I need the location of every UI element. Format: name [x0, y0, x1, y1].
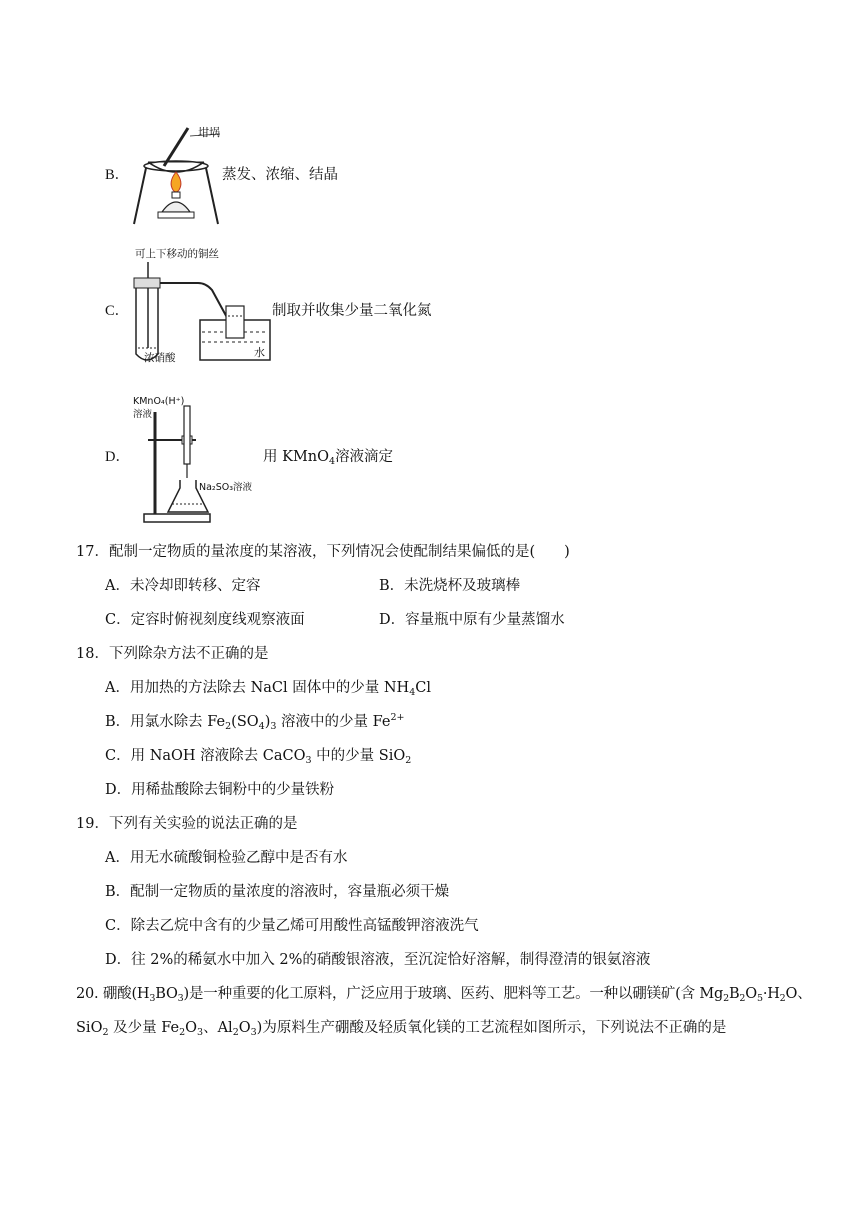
- copper-wire-label: 可上下移动的铜丝: [135, 248, 219, 260]
- option-d-letter: D．: [105, 449, 130, 465]
- option-c-letter: C．: [105, 303, 130, 319]
- crucible-label: 坩埚: [198, 126, 220, 139]
- option-d-text: 用 KMnO$_4$溶液滴定: [263, 449, 394, 467]
- question-19-stem: 19．下列有关实验的说法正确的是: [76, 816, 298, 832]
- conc-nitric-acid-label: 浓硝酸: [144, 352, 176, 364]
- na2so3-label: Na₂SO₃溶液: [199, 479, 252, 493]
- q17-option-d: D．容量瓶中原有少量蒸馏水: [379, 612, 565, 628]
- q19-option-a: A．用无水硫酸铜检验乙醇中是否有水: [105, 850, 348, 866]
- q17-option-b: B．未洗烧杯及玻璃棒: [379, 578, 521, 594]
- burette-label-2: 溶液: [133, 409, 153, 420]
- option-c-text: 制取并收集少量二氧化氮: [272, 303, 432, 319]
- q17-option-c: C．定容时俯视刻度线观察液面: [105, 612, 305, 628]
- q18-option-d: D．用稀盐酸除去铜粉中的少量铁粉: [105, 782, 335, 798]
- question-18-stem: 18．下列除杂方法不正确的是: [76, 646, 269, 662]
- q18-option-a: A．用加热的方法除去 NaCl 固体中的少量 $NH_4Cl$: [105, 680, 431, 698]
- q19-option-b: B．配制一定物质的量浓度的溶液时，容量瓶必须干燥: [105, 884, 450, 900]
- water-label: 水: [254, 346, 265, 359]
- question-20-line-2: SiO$_2$ 及少量 $Fe_2O_3$、$Al_2O_3$)为原料生产硼酸及轻质氧化镁的工艺流程如图所示，下列说法不正确的是: [76, 1020, 727, 1038]
- question-17-stem: 17．配制一定物质的量浓度的某溶液，下列情况会使配制结果偏低的是( ): [76, 544, 570, 560]
- q19-option-c: C．除去乙烷中含有的少量乙烯可用酸性高锰酸钾溶液洗气: [105, 918, 479, 934]
- question-20-line-1: 20. 硼酸$(H_3BO_3)$是一种重要的化工原料，广泛应用于玻璃、医药、肥料等工艺。一种以硼镁矿(含 $Mg_2B_2O_5\cdot H_2O$、: [76, 986, 812, 1004]
- burette-label-1: KMnO₄(H⁺): [133, 396, 185, 407]
- option-b-letter: B．: [105, 167, 130, 183]
- titration-apparatus-figure: [140, 396, 253, 528]
- q18-option-b: B．用氯水除去 $Fe_2(SO_4)_3$ 溶液中的少量 $Fe^{2+}$: [105, 712, 405, 732]
- q19-option-d: D．往 2%的稀氨水中加入 2%的硝酸银溶液，至沉淀恰好溶解，制得澄清的银氨溶液: [105, 952, 651, 968]
- no2-apparatus-figure: [126, 258, 276, 368]
- option-b-text: 蒸发、浓缩、结晶: [222, 167, 338, 183]
- q18-option-c: C．用 NaOH 溶液除去 CaCO$_3$ 中的少量 SiO$_2$: [105, 748, 412, 766]
- q17-option-a: A．未冷却即转移、定容: [105, 578, 261, 594]
- evaporation-apparatus-figure: [126, 120, 226, 228]
